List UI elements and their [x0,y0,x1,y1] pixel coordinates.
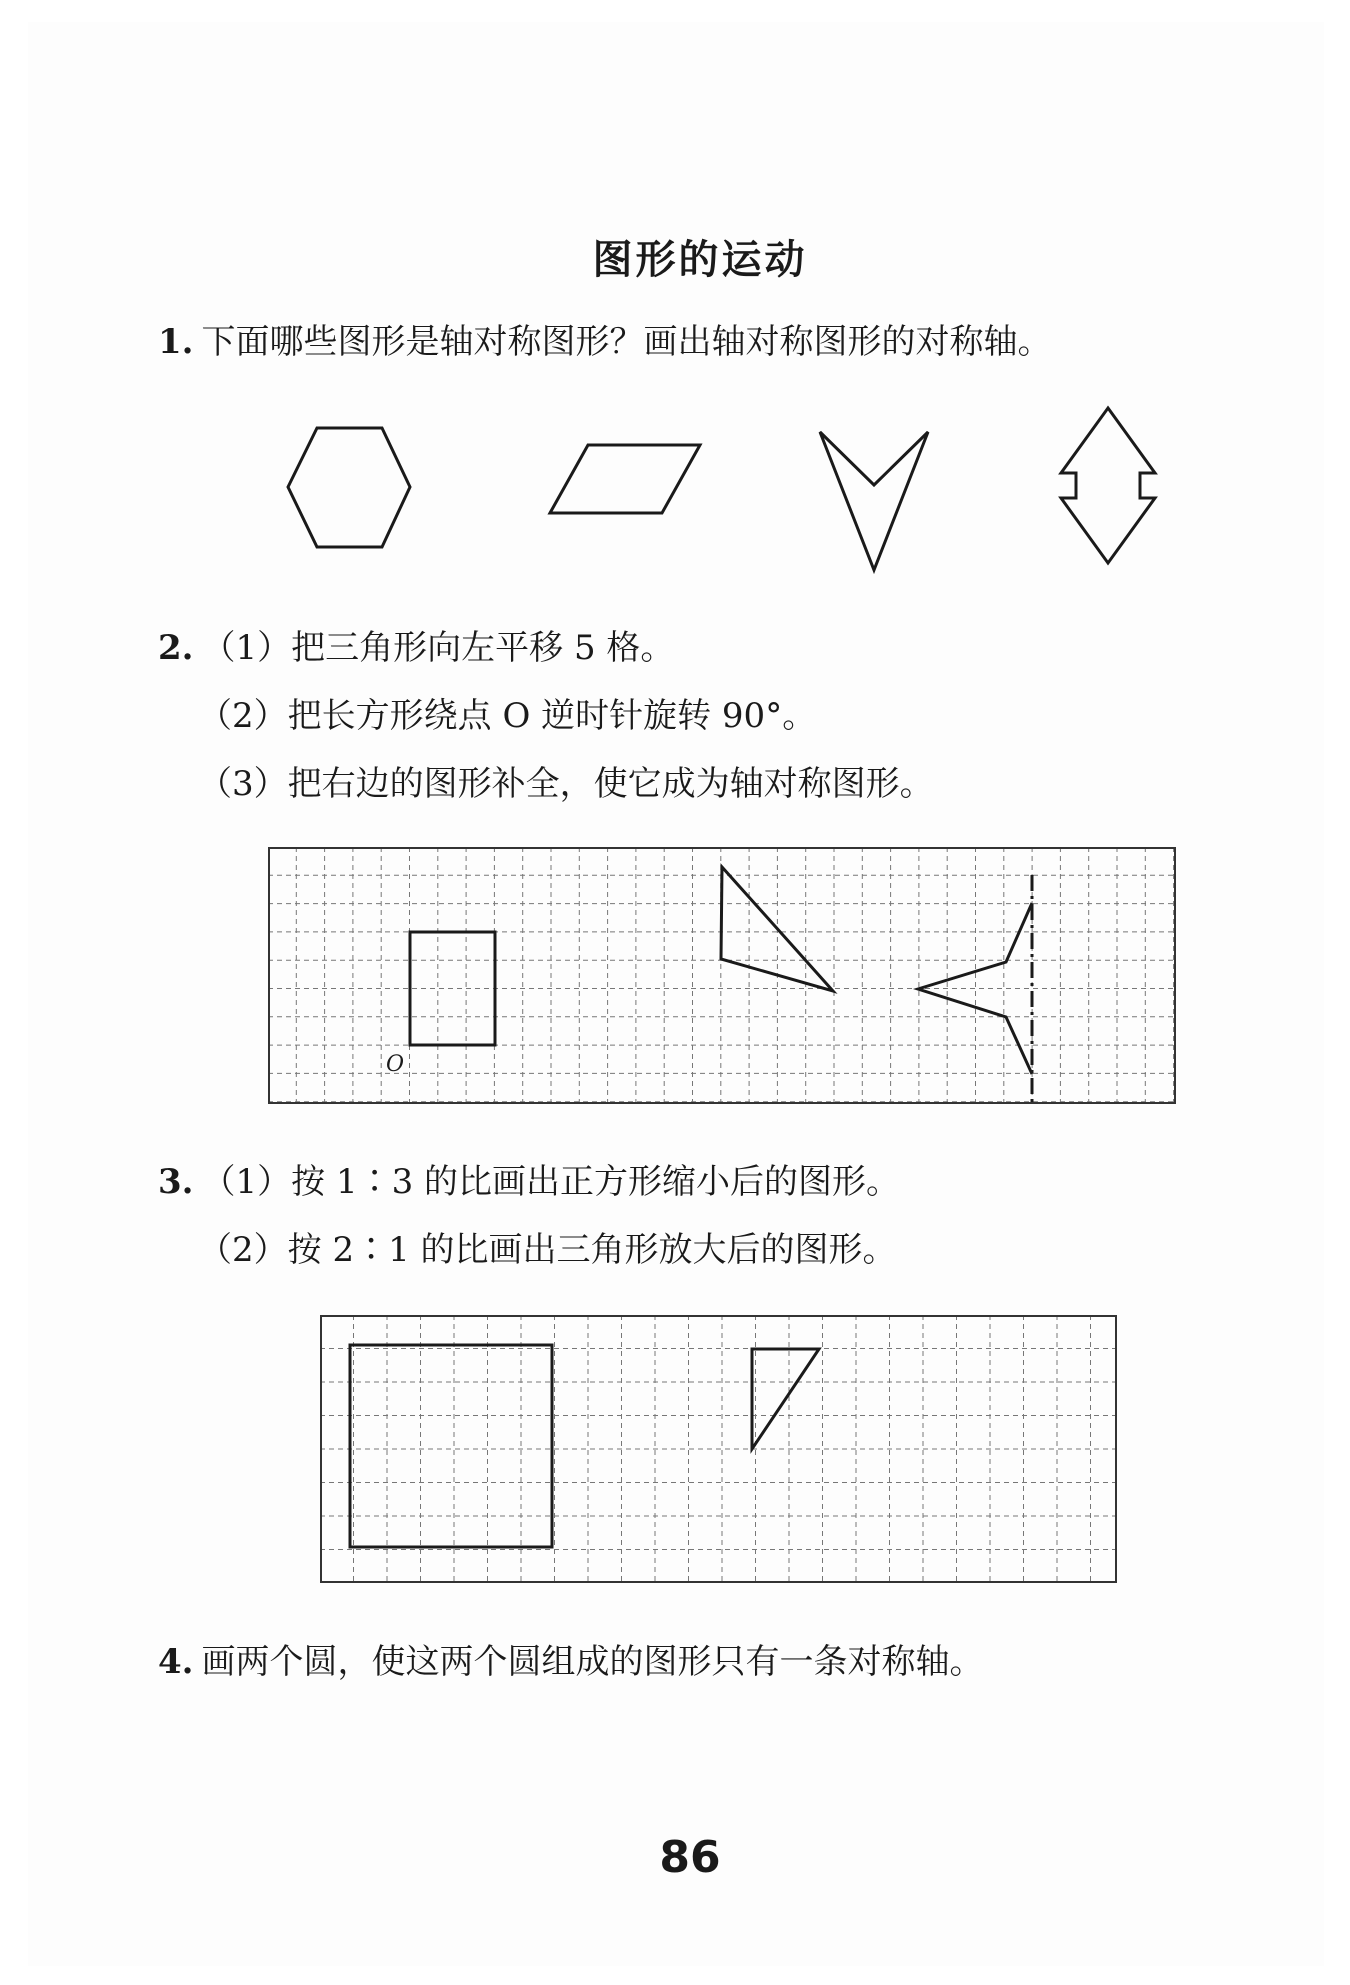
question-number: 4. [158,1642,194,1682]
q2-grid[interactable] [268,847,1176,1105]
question-text: 下面哪些图形是轴对称图形？画出轴对称图形的对称轴。 [201,322,1052,362]
question-2 [158,626,674,670]
question-part-1: （1）把三角形向左平移 5 格。 [201,628,675,668]
question-part-2: （2）把长方形绕点 O 逆时针旋转 90°。 [198,696,817,736]
arrowhead-icon [820,432,928,570]
question-1 [158,320,1052,364]
question-number: 1. [158,322,194,362]
page-title: 图形的运动 [592,237,808,283]
square-shape [350,1345,552,1547]
question-number: 3. [158,1162,194,1202]
question-4 [158,1640,984,1684]
question-part-2: （2）按 2∶1 的比画出三角形放大后的图形。 [198,1230,897,1270]
question-3 [158,1160,900,1204]
right-triangle-shape [752,1349,819,1449]
point-o-label: O [386,1052,405,1077]
q1-shapes [270,400,1170,580]
q3-grid[interactable] [320,1315,1117,1583]
hexagon-icon [288,428,410,547]
question-number: 2. [158,628,194,668]
question-text: 画两个圆，使这两个圆组成的图形只有一条对称轴。 [201,1642,984,1682]
parallelogram-icon [550,445,700,513]
double-arrow-icon [1061,408,1155,563]
page-number: 86 [659,1832,721,1883]
question-part-1: （1）按 1∶3 的比画出正方形缩小后的图形。 [201,1162,901,1202]
question-part-3: （3）把右边的图形补全，使它成为轴对称图形。 [198,764,934,804]
